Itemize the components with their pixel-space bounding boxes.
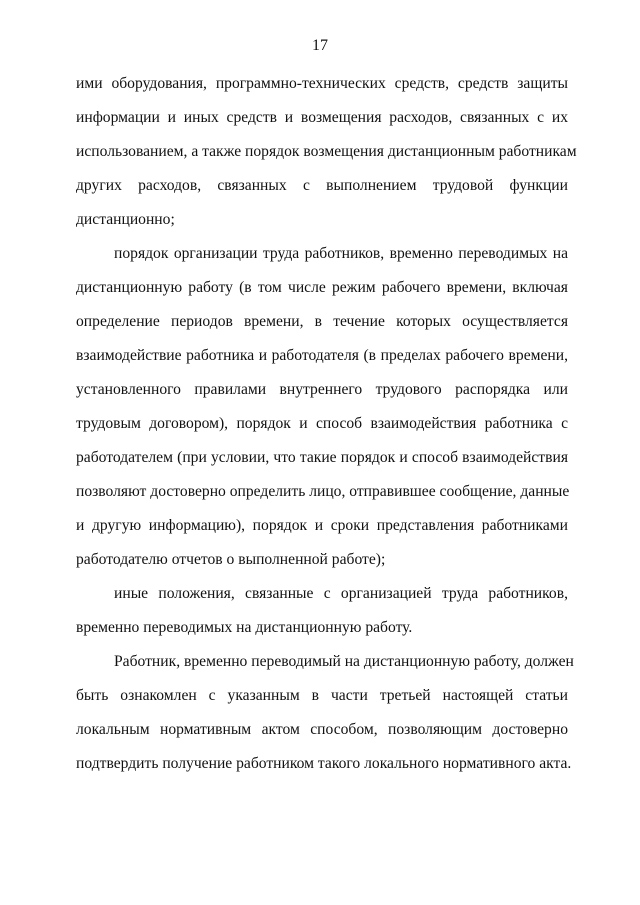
text-line: Работник, временно переводимый на дистанционную работу, должен bbox=[114, 653, 574, 670]
text-line: ими оборудования, программно-технических средств, средств защиты bbox=[76, 75, 568, 92]
text-line: других расходов, связанных с выполнением трудовой функции bbox=[76, 177, 568, 194]
text-line: подтвердить получение работником такого локального нормативного акта. bbox=[76, 755, 572, 772]
text-line: дистанционно; bbox=[76, 211, 175, 228]
text-line: и другую информацию), порядок и сроки представления работниками bbox=[76, 517, 568, 534]
text-line: использованием, а также порядок возмещения дистанционным работникам bbox=[76, 143, 577, 160]
text-line: быть ознакомлен с указанным в части третьей настоящей статьи bbox=[76, 687, 568, 704]
text-line: установленного правилами внутреннего трудового распорядка или bbox=[76, 381, 568, 398]
text-line: иные положения, связанные с организацией труда работников, bbox=[114, 585, 568, 602]
text-line: трудовым договором), порядок и способ взаимодействия работника с bbox=[76, 415, 568, 432]
text-line: работодателю отчетов о выполненной работе); bbox=[76, 551, 386, 568]
text-line: взаимодействие работника и работодателя (в пределах рабочего времени, bbox=[76, 347, 568, 364]
page-number: 17 bbox=[312, 37, 328, 54]
text-line: дистанционную работу (в том числе режим рабочего времени, включая bbox=[76, 279, 568, 296]
text-line: порядок организации труда работников, временно переводимых на bbox=[114, 245, 568, 262]
text-line: информации и иных средств и возмещения расходов, связанных с их bbox=[76, 109, 568, 126]
text-line: локальным нормативным актом способом, позволяющим достоверно bbox=[76, 721, 568, 738]
text-line: позволяют достоверно определить лицо, отправившее сообщение, данные bbox=[76, 483, 570, 500]
text-line: работодателем (при условии, что такие порядок и способ взаимодействия bbox=[76, 449, 568, 466]
text-line: определение периодов времени, в течение которых осуществляется bbox=[76, 313, 568, 330]
document-body bbox=[76, 67, 577, 781]
text-line: временно переводимых на дистанционную работу. bbox=[76, 619, 413, 636]
